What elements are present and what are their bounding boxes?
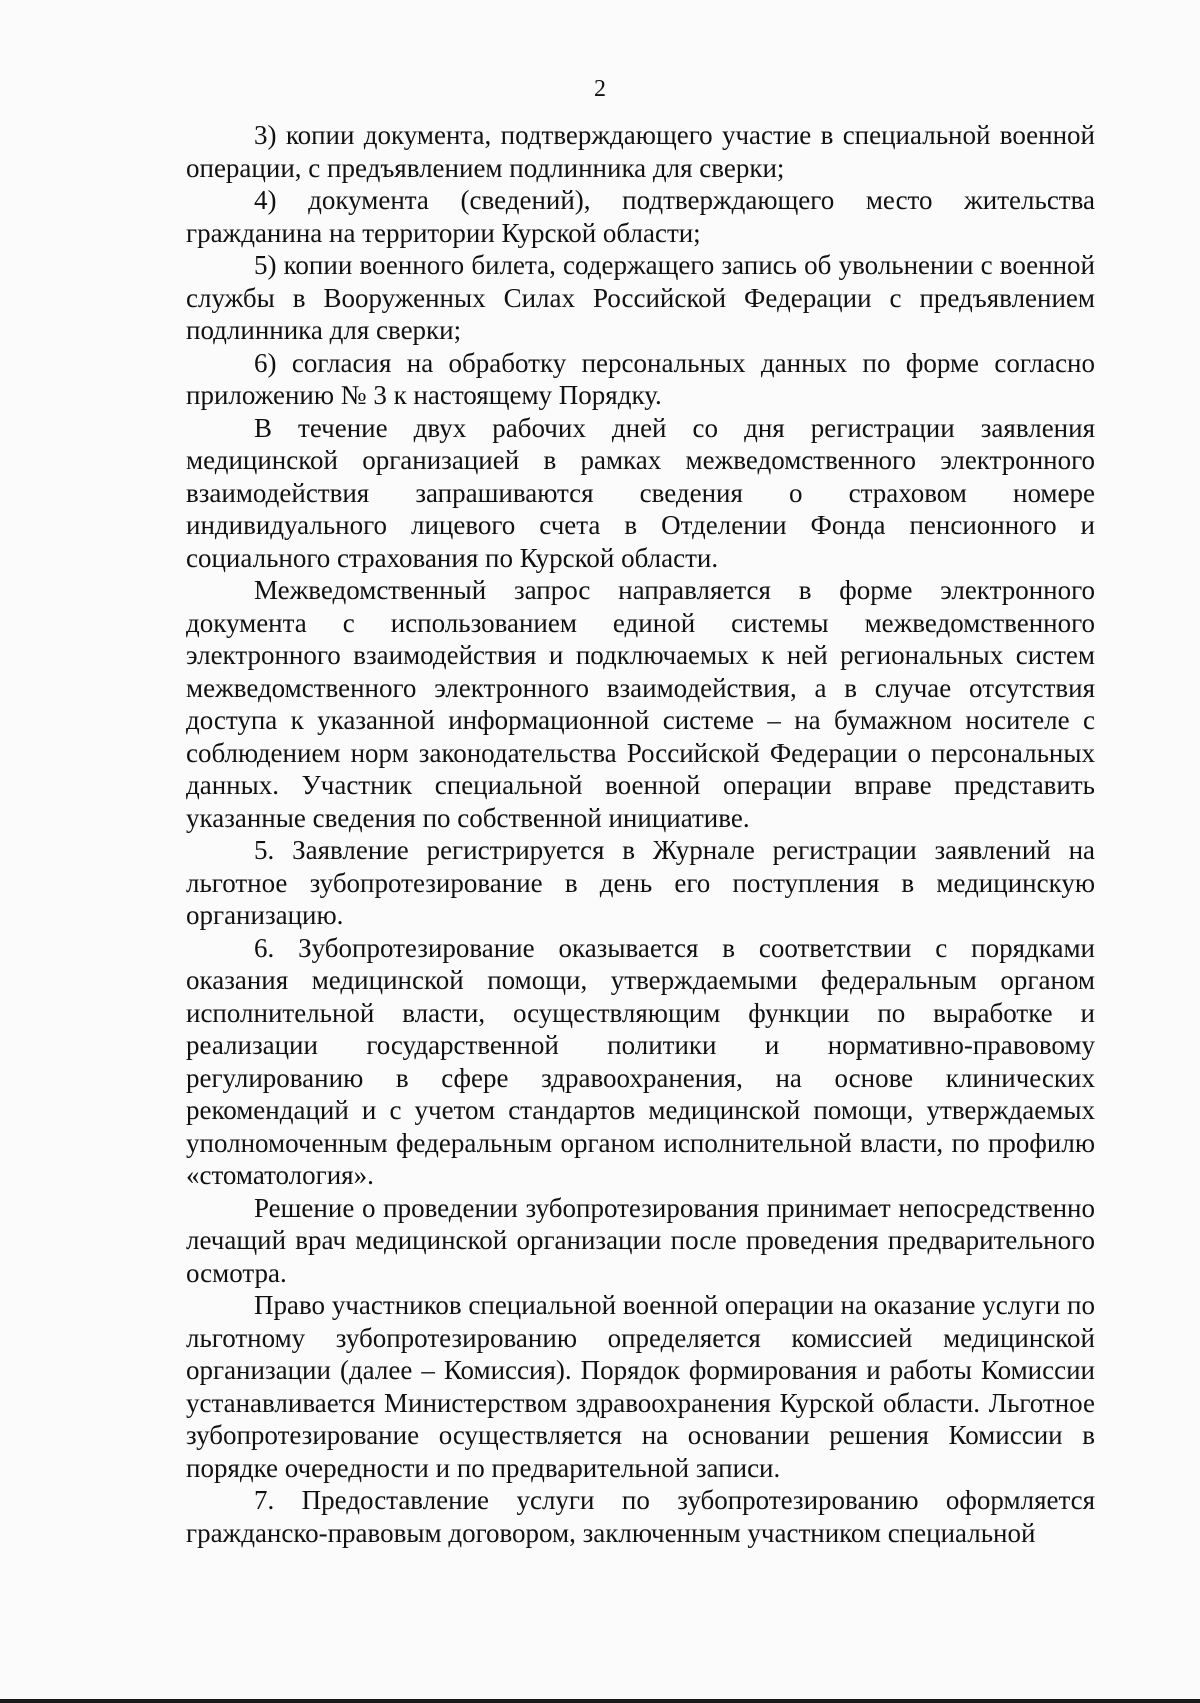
paragraph-item-5-military-id: 5) копии военного билета, содержащего запись об увольнении с военной службы в Вооруженных Силах Российской Федерации с предъявлением подлинника для сверки; (186, 250, 1095, 345)
paragraph-clause-7-contract: 7. Предоставление услуги по зубопротезированию оформляется гражданско-правовым договором, заключенным участником специальной (186, 1485, 1095, 1548)
paragraph-commission-right: Право участников специальной военной операции на оказание услуги по льготному зубопротезированию определяется комиссией медицинской организации (далее – Комиссия). Порядок формирования и работы Комиссии устанавливается Министерством здравоохранения Курской области. Льготное зубопротезирование осуществляется на основании решения Комиссии в порядке очередности и по предварительной записи. (186, 1290, 1095, 1483)
paragraph-item-4-residence-document: 4) документа (сведений), подтверждающего место жительства гражданина на территории Курской области; (186, 185, 1095, 248)
scan-bottom-edge (0, 1699, 1200, 1703)
paragraph-clause-5-registration: 5. Заявление регистрируется в Журнале регистрации заявлений на льготное зубопротезирование в день его поступления в медицинскую организацию. (186, 835, 1095, 930)
paragraph-clause-6-prosthetics: 6. Зубопротезирование оказывается в соответствии с порядками оказания медицинской помощи, утверждаемыми федеральным органом исполнительной власти, осуществляющим функции по выработке и реализации государственной политики и нормативно-правовому регулированию в сфере здравоохранения, на основе клинических рекомендаций и с учетом стандартов медицинской помощи, утверждаемых уполномоченным федеральным органом исполнительной власти, по профилю «стоматология». (186, 932, 1095, 1190)
document-body (186, 119, 1095, 1549)
paragraph-item-6-consent: 6) согласия на обработку персональных данных по форме согласно приложению № 3 к настоящему Порядку. (186, 347, 1095, 410)
paragraph-decision-doctor: Решение о проведении зубопротезирования принимает непосредственно лечащий врач медицинской организации после проведения предварительного осмотра. (186, 1192, 1095, 1288)
paragraph-interagency-request-snils: В течение двух рабочих дней со дня регистрации заявления медицинской организацией в рамках межведомственного электронного взаимодействия запрашиваются сведения о страховом номере индивидуального лицевого счета в Отделении Фонда пенсионного и социального страхования по Курской области. (186, 412, 1095, 573)
paragraph-item-3-copy-document: 3) копии документа, подтверждающего участие в специальной военной операции, с предъявлением подлинника для сверки; (186, 120, 1095, 183)
paragraph-interagency-request-form: Межведомственный запрос направляется в форме электронного документа с использованием единой системы межведомственного электронного взаимодействия и подключаемых к ней региональных систем межведомственного электронного взаимодействия, а в случае отсутствия доступа к указанной информационной системе – на бумажном носителе с соблюдением норм законодательства Российской Федерации о персональных данных. Участник специальной военной операции вправе представить указанные сведения по собственной инициативе. (186, 575, 1095, 833)
page-number: 2 (594, 76, 606, 102)
